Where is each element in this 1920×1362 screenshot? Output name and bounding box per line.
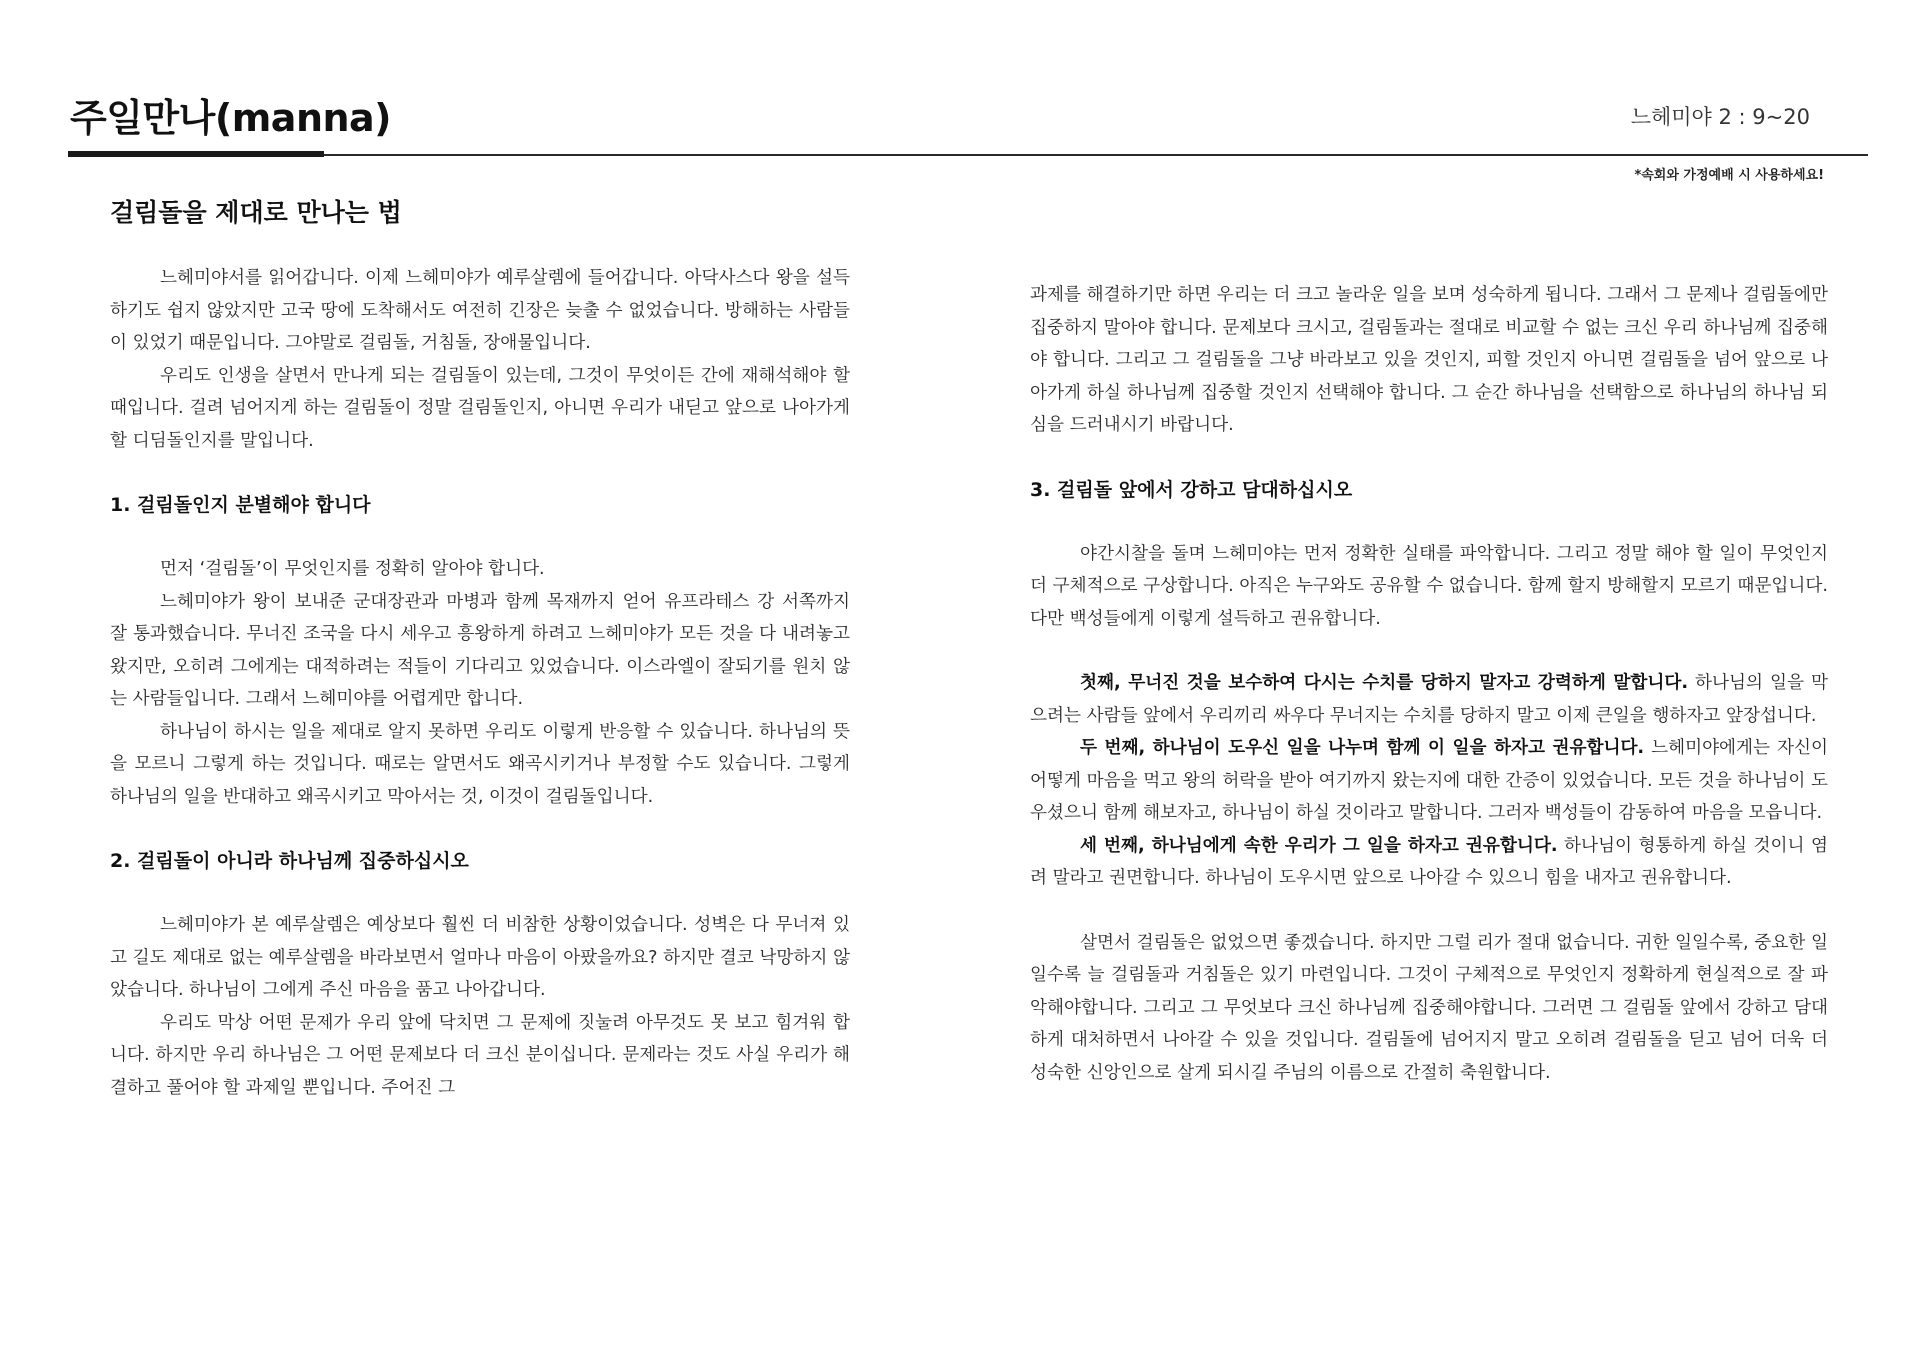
section-heading-1: 1. 걸림돌인지 분별해야 합니다 — [110, 494, 371, 516]
section2-continued-paragraph: 과제를 해결하기만 하면 우리는 더 크고 놀라운 일을 보며 성숙하게 됩니다. 그래서 그 문제나 걸림돌에만 집중하지 말아야 합니다. 문제보다 크시고, 걸림돌과는 절대로 비교할 수 없는 크신 우리 하나님께 집중해야 합니다. 그리고 그 걸림돌을 그냥 바라보고 있을 것인지, 피할 것인지 아니면 걸림돌을 넘어 앞으로 나아가게 하실 하나님께 집중할 것인지 선택해야 합니다. 그 순간 하나님을 선택함으로 하나님의 하나님 되심을 드러내시기 바랍니다. — [1030, 285, 1828, 435]
page-title: 주일만나(manna) — [70, 96, 392, 140]
section-heading-2: 2. 걸림돌이 아니라 하나님께 집중하십시오 — [110, 850, 469, 872]
section1-paragraph: 하나님이 하시는 일을 제대로 알지 못하면 우리도 이렇게 반응할 수 있습니다. 하나님의 뜻을 모르니 그렇게 하는 것입니다. 때로는 알면서도 왜곡시키거나 부정할 수도 있습니다. 그렇게 하나님의 일을 반대하고 왜곡시키고 막아서는 것, 이것이 걸림돌입니다. — [110, 721, 850, 807]
point-paragraph — [1030, 830, 1828, 895]
point-lead: 첫째, 무너진 것을 보수하여 다시는 수치를 당하지 말자고 강력하게 말합니다. — [1080, 673, 1689, 693]
scripture-reference: 느헤미야 2 : 9~20 — [1630, 105, 1810, 129]
section1-paragraph: 먼저 ‘걸림돌’이 무엇인지를 정확히 알아야 합니다. — [160, 559, 545, 579]
point-text: 느헤미야에게는 자신이 어떻게 마음을 먹고 왕의 허락을 받아 여기까지 왔는지에 대한 간증이 있었습니다. 모든 것을 하나님이 도우셨으니 함께 해보자고, 하나님이 하실 것이라고 말합니다. 그러자 백성들이 감동하여 마음을 모읍니다. — [1030, 738, 1828, 823]
section2-paragraph: 느헤미야가 본 예루살렘은 예상보다 훨씬 더 비참한 상황이었습니다. 성벽은 다 무너져 있고 길도 제대로 없는 예루살렘을 바라보면서 얼마나 마음이 아팠을까요? 하지만 결코 낙망하지 않았습니다. 하나님이 그에게 주신 마음을 품고 나아갑니다. — [110, 915, 850, 1000]
article-title: 걸림돌을 제대로 만나는 법 — [110, 198, 402, 227]
header-rule-accent — [68, 151, 324, 157]
header-rule — [68, 154, 1868, 156]
intro-paragraph: 우리도 인생을 살면서 만나게 되는 걸림돌이 있는데, 그것이 무엇이든 간에 재해석해야 할 때입니다. 걸려 넘어지게 하는 걸림돌이 정말 걸림돌인지, 아니면 우리가 내딛고 앞으로 나아가게 할 디딤돌인지를 말입니다. — [110, 365, 850, 451]
section1-paragraph: 느헤미야가 왕이 보내준 군대장관과 마병과 함께 목재까지 얻어 유프라테스 강 서쪽까지 잘 통과했습니다. 무너진 조국을 다시 세우고 흥왕하게 하려고 느헤미야가 모든 것을 다 내려놓고 왔지만, 오히려 그에게는 대적하려는 적들이 기다리고 있었습니다. 이스라엘이 잘되기를 원치 않는 사람들입니다. 그래서 느헤미야를 어렵게만 합니다. — [110, 591, 850, 709]
point-text: 하나님이 형통하게 하실 것이니 염려 말라고 권면합니다. 하나님이 도우시면 앞으로 나아갈 수 있으니 힘을 내자고 권유합니다. — [1030, 835, 1828, 888]
section3-paragraph: 야간시찰을 돌며 느헤미야는 먼저 정확한 실태를 파악합니다. 그리고 정말 해야 할 일이 무엇인지 더 구체적으로 구상합니다. 아직은 누구와도 공유할 수 없습니다. 함께 할지 방해할지 모르기 때문입니다. 다만 백성들에게 이렇게 설득하고 권유합니다. — [1030, 543, 1828, 629]
section-heading-3: 3. 걸림돌 앞에서 강하고 담대하십시오 — [1030, 478, 1353, 501]
point-lead: 두 번째, 하나님이 도우신 일을 나누며 함께 이 일을 하자고 권유합니다. — [1080, 738, 1645, 758]
closing-paragraph: 살면서 걸림돌은 없었으면 좋겠습니다. 하지만 그럴 리가 절대 없습니다. 귀한 일일수록, 중요한 일일수록 늘 걸림돌과 거침돌은 있기 마련입니다. 그것이 구체적으로 무엇인지 정확하게 현실적으로 잘 파악해야합니다. 그리고 그 무엇보다 크신 하나님께 집중해야합니다. 그러면 그 걸림돌 앞에서 강하고 담대하게 대처하면서 나아갈 수 있을 것입니다. 걸림돌에 넘어지지 말고 오히려 걸림돌을 딛고 넘어 더욱 더 성숙한 신앙인으로 살게 되시길 주님의 이름으로 간절히 축원합니다. — [1030, 932, 1828, 1083]
usage-note: *속회와 가정예배 시 사용하세요! — [1634, 168, 1824, 183]
point-paragraph — [1030, 667, 1828, 732]
section2-paragraph: 우리도 막상 어떤 문제가 우리 앞에 닥치면 그 문제에 짓눌려 아무것도 못 보고 힘겨워 합니다. 하지만 우리 하나님은 그 어떤 문제보다 더 크신 분이십니다. 문제라는 것도 사실 우리가 해결하고 풀어야 할 과제일 뿐입니다. 주어진 그 — [110, 1012, 850, 1098]
right-column — [1030, 279, 1828, 1089]
point-text: 하나님의 일을 막으려는 사람들 앞에서 우리끼리 싸우다 무너지는 수치를 당하지 말고 이제 큰일을 행하자고 앞장섭니다. — [1030, 673, 1829, 726]
left-column — [110, 262, 850, 1104]
point-paragraph — [1030, 732, 1828, 830]
intro-paragraph: 느헤미야서를 읽어갑니다. 이제 느헤미야가 예루살렘에 들어갑니다. 아닥사스다 왕을 설득하기도 쉽지 않았지만 고국 땅에 도착해서도 여전히 긴장은 늦출 수 없었습니다. 방해하는 사람들이 있었기 때문입니다. 그야말로 걸림돌, 거침돌, 장애물입니다. — [110, 268, 850, 353]
point-lead: 세 번째, 하나님에게 속한 우리가 그 일을 하자고 권유합니다. — [1080, 835, 1558, 856]
